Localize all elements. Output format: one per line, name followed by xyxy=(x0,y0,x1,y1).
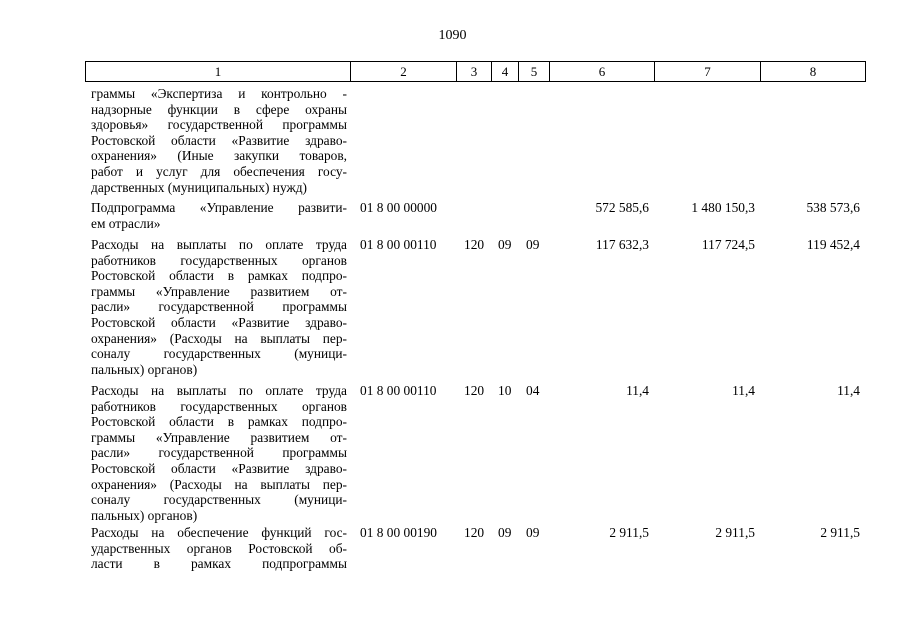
row-code: 01 8 00 00110 xyxy=(360,383,437,398)
row-col5: 04 xyxy=(526,383,540,398)
row-value-col6: 2 911,5 xyxy=(609,525,649,540)
header-col-5: 5 xyxy=(518,61,550,82)
header-col-7: 7 xyxy=(654,61,761,82)
row-code: 01 8 00 00110 xyxy=(360,237,437,252)
page-number: 1090 xyxy=(438,28,467,43)
row-col3: 120 xyxy=(464,383,485,398)
description-line: расли» государственной программы xyxy=(91,299,347,315)
description-line: граммы «Управление развитием от- xyxy=(91,283,347,299)
description-line: ударственных органов Ростовской об- xyxy=(91,540,347,556)
description-line: пальных) органов) xyxy=(91,507,198,523)
description-line: соналу государственных (муници- xyxy=(91,346,347,362)
row-description xyxy=(91,525,347,572)
row-value-col7: 2 911,5 xyxy=(715,525,755,540)
header-col-2: 2 xyxy=(350,61,457,82)
header-col-8: 8 xyxy=(760,61,866,82)
row-col5: 09 xyxy=(526,525,540,540)
description-line: Ростовской области «Развитие здраво- xyxy=(91,314,347,330)
description-line: пальных) органов) xyxy=(91,361,198,377)
description-line: дарственных (муниципальных) нужд) xyxy=(91,179,307,195)
row-value-col6: 11,4 xyxy=(626,383,649,398)
row-description xyxy=(91,86,347,195)
row-value-col6: 572 585,6 xyxy=(595,200,649,215)
description-line: Ростовской области в рамках подпро- xyxy=(91,268,347,284)
description-line: Расходы на обеспечение функций гос- xyxy=(91,525,347,540)
description-line: охранения» (Расходы на выплаты пер- xyxy=(91,330,347,346)
description-line: охранения» (Иные закупки товаров, xyxy=(91,148,347,164)
header-col-4: 4 xyxy=(491,61,519,82)
description-line: Ростовской области «Развитие здраво- xyxy=(91,132,347,148)
description-line: расли» государственной программы xyxy=(91,445,347,461)
row-value-col6: 117 632,3 xyxy=(595,237,649,252)
description-line: ем отрасли» xyxy=(91,215,161,231)
row-value-col7: 117 724,5 xyxy=(701,237,755,252)
description-line: соналу государственных (муници- xyxy=(91,492,347,508)
description-line: работников государственных органов xyxy=(91,398,347,414)
description-line: Расходы на выплаты по оплате труда xyxy=(91,237,347,252)
header-col-1: 1 xyxy=(85,61,351,82)
row-description xyxy=(91,237,347,377)
row-col4: 09 xyxy=(498,237,512,252)
description-line: граммы «Управление развитием от- xyxy=(91,429,347,445)
description-line: работ и услуг для обеспечения госу- xyxy=(91,163,347,179)
description-line: работников государственных органов xyxy=(91,252,347,268)
description-line: Ростовской области в рамках подпро- xyxy=(91,414,347,430)
description-line: Подпрограмма «Управление развити- xyxy=(91,200,347,215)
row-code: 01 8 00 00000 xyxy=(360,200,437,215)
description-line: надзорные функции в сфере охраны xyxy=(91,101,347,117)
row-col5: 09 xyxy=(526,237,540,252)
description-line: граммы «Экспертиза и контрольно - xyxy=(91,86,347,101)
header-col-3: 3 xyxy=(456,61,492,82)
row-description xyxy=(91,383,347,523)
row-value-col8: 538 573,6 xyxy=(806,200,860,215)
row-value-col8: 119 452,4 xyxy=(806,237,860,252)
row-value-col8: 2 911,5 xyxy=(820,525,860,540)
row-col3: 120 xyxy=(464,525,485,540)
row-col3: 120 xyxy=(464,237,485,252)
row-value-col7: 1 480 150,3 xyxy=(691,200,755,215)
description-line: здоровья» государственной программы xyxy=(91,117,347,133)
row-value-col8: 11,4 xyxy=(837,383,860,398)
description-line: охранения» (Расходы на выплаты пер- xyxy=(91,476,347,492)
description-line: ласти в рамках подпрограммы xyxy=(91,556,347,572)
row-col4: 10 xyxy=(498,383,512,398)
description-line: Ростовской области «Развитие здраво- xyxy=(91,460,347,476)
header-col-6: 6 xyxy=(549,61,655,82)
row-value-col7: 11,4 xyxy=(732,383,755,398)
description-line: Расходы на выплаты по оплате труда xyxy=(91,383,347,398)
row-col4: 09 xyxy=(498,525,512,540)
row-code: 01 8 00 00190 xyxy=(360,525,437,540)
row-description xyxy=(91,200,347,231)
